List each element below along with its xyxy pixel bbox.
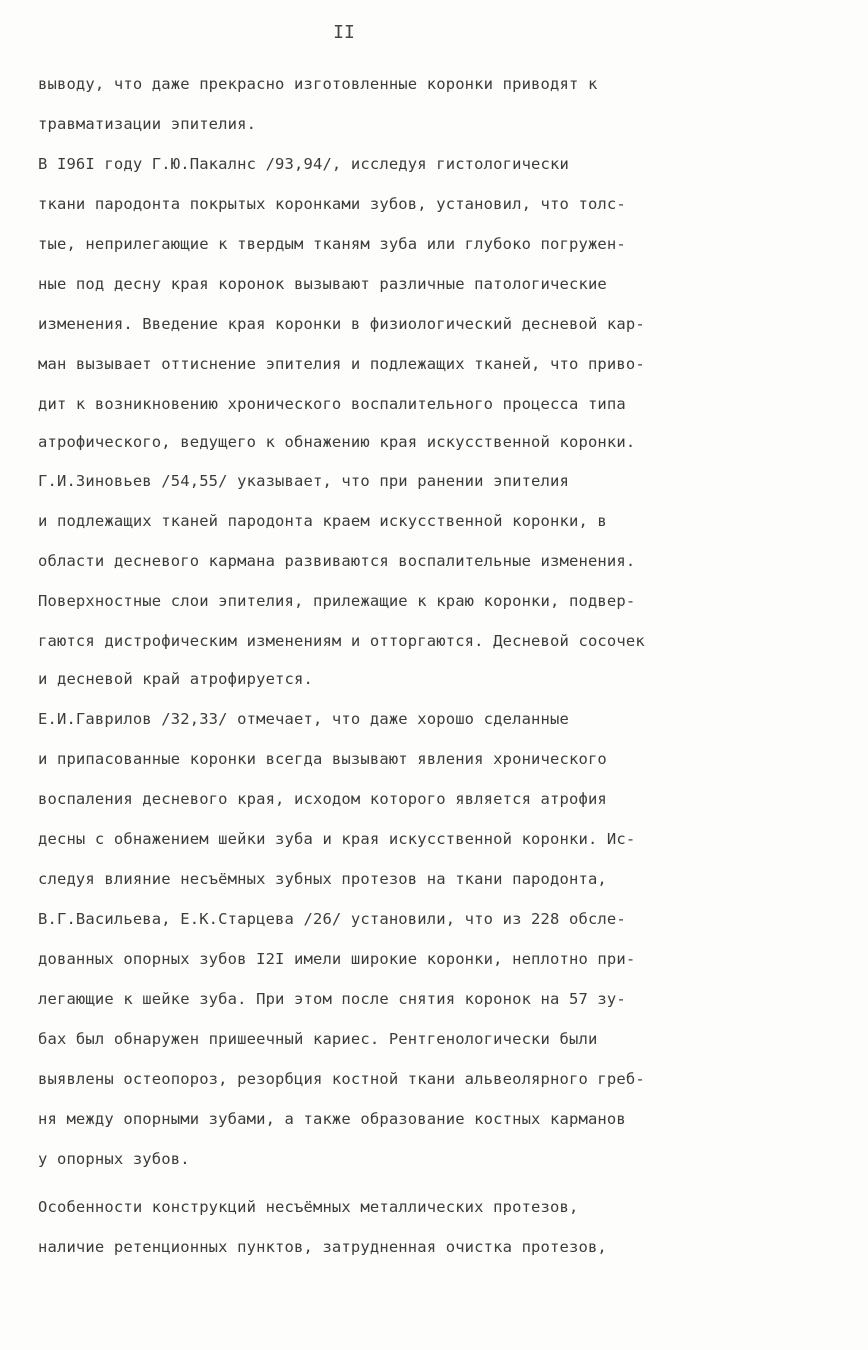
page-number: II (333, 22, 355, 43)
text-line: выявлены остеопороз, резорбция костной ткани альвеолярного греб- (38, 1070, 645, 1088)
text-line: ман вызывает оттиснение эпителия и подлежащих тканей, что приво- (38, 355, 645, 373)
text-line: ные под десну края коронок вызывают различные патологические (38, 275, 607, 293)
text-line: Е.И.Гаврилов /32,33/ отмечает, что даже хорошо сделанные (38, 710, 569, 728)
text-line: области десневого кармана развиваются воспалительные изменения. (38, 552, 636, 570)
text-line: тые, неприлегающие к твердым тканям зуба или глубоко погружен- (38, 235, 626, 253)
text-line: ткани пародонта покрытых коронками зубов, установил, что толс- (38, 195, 626, 213)
text-line: десны с обнажением шейки зуба и края искусственной коронки. Ис- (38, 830, 636, 848)
text-line: и подлежащих тканей пародонта краем искусственной коронки, в (38, 512, 607, 530)
text-line: выводу, что даже прекрасно изготовленные коронки приводят к (38, 75, 598, 93)
text-line: Г.И.Зиновьев /54,55/ указывает, что при ранении эпителия (38, 472, 569, 490)
text-line: изменения. Введение края коронки в физиологический десневой кар- (38, 315, 645, 333)
text-line: атрофического, ведущего к обнажению края искусственной коронки. (38, 433, 636, 451)
text-line: Особенности конструкций несъёмных металлических протезов, (38, 1198, 579, 1216)
text-line: у опорных зубов. (38, 1150, 190, 1168)
text-line: и припасованные коронки всегда вызывают явления хронического (38, 750, 607, 768)
text-line: наличие ретенционных пунктов, затрудненная очистка протезов, (38, 1238, 607, 1256)
text-line: и десневой край атрофируется. (38, 670, 313, 688)
text-line: гаются дистрофическим изменениям и отторгаются. Десневой сосочек (38, 632, 645, 650)
text-line: бах был обнаружен пришеечный кариес. Рентгенологически были (38, 1030, 598, 1048)
text-line: В I96I году Г.Ю.Пакалнс /93,94/, исследуя гистологически (38, 155, 569, 173)
text-line: следуя влияние несъёмных зубных протезов на ткани пародонта, (38, 870, 607, 888)
text-line: дит к возникновению хронического воспалительного процесса типа (38, 395, 626, 413)
text-line: травматизации эпителия. (38, 115, 257, 133)
text-line: воспаления десневого края, исходом которого является атрофия (38, 790, 607, 808)
text-line: Поверхностные слои эпителия, прилежащие к краю коронки, подвер- (38, 592, 636, 610)
text-line: В.Г.Васильева, Е.К.Старцева /26/ установили, что из 228 обсле- (38, 910, 626, 928)
text-line: дованных опорных зубов I2I имели широкие коронки, неплотно при- (38, 950, 636, 968)
text-line: ня между опорными зубами, а также образование костных карманов (38, 1110, 626, 1128)
text-line: легающие к шейке зуба. При этом после снятия коронок на 57 зу- (38, 990, 626, 1008)
